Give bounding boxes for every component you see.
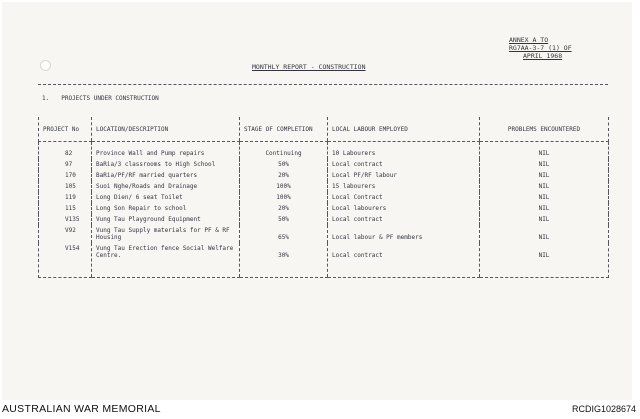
local-labour: Local contract	[328, 159, 480, 170]
table-row	[39, 203, 609, 214]
project-description: Province Wall and Pump repairs	[92, 142, 240, 160]
local-labour: Local PF/RF labour	[328, 170, 480, 181]
table-row	[39, 225, 609, 243]
problems: NIL	[480, 181, 609, 192]
problems: NIL	[480, 192, 609, 203]
annex-line: ANNEX A TO	[509, 36, 549, 44]
table-row	[39, 170, 609, 181]
punch-hole	[40, 60, 51, 71]
project-no: V92	[39, 225, 92, 243]
local-labour: Local contract	[328, 214, 480, 225]
local-labour: 15 labourers	[328, 181, 480, 192]
archive-footer	[0, 400, 640, 419]
local-labour: Local labour & PF members	[328, 225, 480, 243]
col-header-labour: LOCAL LABOUR EMPLOYED	[328, 117, 480, 142]
section-number: 1.	[42, 95, 50, 102]
stage-of-completion: 50%	[240, 159, 328, 170]
document-page	[2, 2, 632, 400]
table-row	[39, 142, 609, 160]
stage-of-completion: 100%	[240, 192, 328, 203]
stage-of-completion: Continuing	[240, 142, 328, 160]
col-header-problems: PROBLEMS ENCOUNTERED	[480, 117, 609, 142]
stage-of-completion: 50%	[240, 214, 328, 225]
project-no: V154	[39, 243, 92, 278]
local-labour: Local Contract	[328, 192, 480, 203]
local-labour: 10 Labourers	[328, 142, 480, 160]
annex-reference	[509, 36, 572, 60]
divider	[38, 84, 608, 85]
project-description: Long Son Repair to school	[92, 203, 240, 214]
problems: NIL	[480, 142, 609, 160]
problems: NIL	[480, 225, 609, 243]
annex-line: APRIL 1968	[523, 52, 563, 60]
table-row	[39, 192, 609, 203]
stage-of-completion: 20%	[240, 170, 328, 181]
table-row	[39, 243, 609, 278]
table-row	[39, 181, 609, 192]
projects-table	[38, 117, 609, 278]
project-description: Vung Tau Erection fence Social Welfare Centre.	[92, 243, 240, 278]
project-description: Vung Tau Supply materials for PF & RF Housing	[92, 225, 240, 243]
project-description: BaRia/3 classrooms to High School	[92, 159, 240, 170]
col-header-stage: STAGE OF COMPLETION	[240, 117, 328, 142]
project-description: Suoi Nghe/Roads and Drainage	[92, 181, 240, 192]
local-labour: Local labourers	[328, 203, 480, 214]
report-title: MONTHLY REPORT - CONSTRUCTION	[252, 63, 366, 71]
problems: NIL	[480, 243, 609, 278]
project-no: 82	[39, 142, 92, 160]
section-title: PROJECTS UNDER CONSTRUCTION	[61, 95, 159, 102]
record-id: RCDIG1028674	[571, 404, 636, 414]
stage-of-completion: 100%	[240, 181, 328, 192]
project-no: V135	[39, 214, 92, 225]
stage-of-completion: 65%	[240, 225, 328, 243]
project-description: Long Dien/ 6 seat Toilet	[92, 192, 240, 203]
project-no: 115	[39, 203, 92, 214]
section-heading	[42, 95, 171, 102]
stage-of-completion: 30%	[240, 243, 328, 278]
table-row	[39, 159, 609, 170]
local-labour: Local contract	[328, 243, 480, 278]
project-no: 97	[39, 159, 92, 170]
project-description: Vung Tau Playground Equipment	[92, 214, 240, 225]
problems: NIL	[480, 170, 609, 181]
project-description: BaRia/PF/RF married quarters	[92, 170, 240, 181]
table-header-row	[39, 117, 609, 142]
col-header-location: LOCATION/DESCRIPTION	[92, 117, 240, 142]
problems: NIL	[480, 214, 609, 225]
archive-name: AUSTRALIAN WAR MEMORIAL	[2, 403, 161, 415]
project-no: 105	[39, 181, 92, 192]
col-header-project-no: PROJECT No	[39, 117, 92, 142]
project-no: 170	[39, 170, 92, 181]
annex-line: RG7AA-3-7 (1) OF	[509, 44, 572, 52]
problems: NIL	[480, 159, 609, 170]
table-row	[39, 214, 609, 225]
project-no: 119	[39, 192, 92, 203]
stage-of-completion: 20%	[240, 203, 328, 214]
problems: NIL	[480, 203, 609, 214]
